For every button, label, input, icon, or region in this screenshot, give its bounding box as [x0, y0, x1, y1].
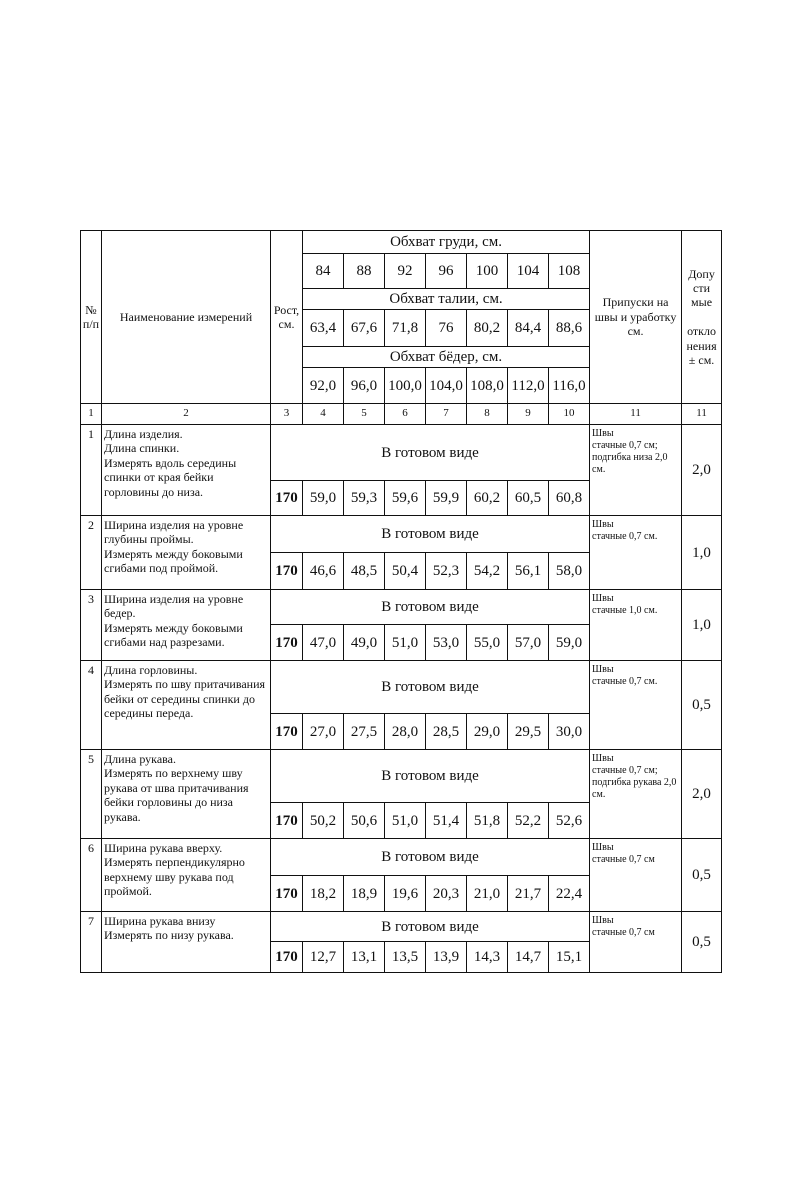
- measurement-value: 46,6: [303, 553, 344, 590]
- tolerance-value: 2,0: [682, 750, 722, 839]
- measurement-value: 54,2: [467, 553, 508, 590]
- column-number-cell: 5: [344, 404, 385, 425]
- measurement-value: 49,0: [344, 625, 385, 661]
- column-number-cell: 9: [508, 404, 549, 425]
- height-value: 170: [271, 942, 303, 973]
- height-value: 170: [271, 553, 303, 590]
- table-row: [81, 661, 722, 714]
- tolerance-value: 0,5: [682, 661, 722, 750]
- measurement-value: 15,1: [549, 942, 590, 973]
- ready-label: В готовом виде: [271, 750, 590, 803]
- measurement-value: 14,3: [467, 942, 508, 973]
- ready-label: В готовом виде: [271, 661, 590, 714]
- table-row: [81, 425, 722, 481]
- column-number-cell: 10: [549, 404, 590, 425]
- measurement-value: 27,0: [303, 714, 344, 750]
- measurement-value: 50,6: [344, 803, 385, 839]
- tolerance-value: 1,0: [682, 590, 722, 661]
- allowance-cell: Швы стачные 0,7 см: [590, 839, 682, 912]
- waist-size-cell: 71,8: [385, 310, 426, 347]
- measurement-value: 50,2: [303, 803, 344, 839]
- measurement-value: 60,8: [549, 481, 590, 516]
- column-numbers-row: [81, 404, 722, 425]
- waist-size-cell: 88,6: [549, 310, 590, 347]
- measurement-value: 57,0: [508, 625, 549, 661]
- allowance-cell: Швы стачные 0,7 см: [590, 912, 682, 973]
- measurement-name: Ширина изделия на уровне бедер. Измерять между боковыми сгибами над разрезами.: [102, 590, 271, 661]
- deviation-header: Допу сти мые откло нения ± см.: [682, 231, 722, 404]
- height-value: 170: [271, 714, 303, 750]
- name-header: Наименование измерений: [102, 231, 271, 404]
- chest-header: Обхват груди, см.: [303, 231, 590, 254]
- measurement-value: 59,0: [549, 625, 590, 661]
- measurement-value: 14,7: [508, 942, 549, 973]
- waist-header: Обхват талии, см.: [303, 289, 590, 310]
- waist-size-cell: 80,2: [467, 310, 508, 347]
- measurement-name: Ширина рукава внизу Измерять по низу рукава.: [102, 912, 271, 973]
- measurement-value: 29,0: [467, 714, 508, 750]
- measurement-value: 58,0: [549, 553, 590, 590]
- row-number: 4: [81, 661, 102, 750]
- allowance-cell: Швы стачные 0,7 см.: [590, 661, 682, 750]
- table-header: [81, 231, 722, 425]
- measurement-value: 56,1: [508, 553, 549, 590]
- chest-size-cell: 100: [467, 254, 508, 289]
- chest-size-cell: 84: [303, 254, 344, 289]
- allowance-cell: Швы стачные 1,0 см.: [590, 590, 682, 661]
- measurement-value: 59,0: [303, 481, 344, 516]
- measurement-value: 51,4: [426, 803, 467, 839]
- height-value: 170: [271, 481, 303, 516]
- measurement-value: 52,2: [508, 803, 549, 839]
- measurement-value: 59,6: [385, 481, 426, 516]
- tolerance-value: 0,5: [682, 912, 722, 973]
- measurement-value: 27,5: [344, 714, 385, 750]
- measurement-value: 28,5: [426, 714, 467, 750]
- column-number-cell: 2: [102, 404, 271, 425]
- row-number: 3: [81, 590, 102, 661]
- measurement-value: 51,8: [467, 803, 508, 839]
- measurement-value: 53,0: [426, 625, 467, 661]
- measurement-value: 18,9: [344, 876, 385, 912]
- measurement-value: 47,0: [303, 625, 344, 661]
- height-value: 170: [271, 803, 303, 839]
- measurement-name: Ширина изделия на уровне глубины проймы. Измерять между боковыми сгибами под проймой.: [102, 516, 271, 590]
- tolerance-value: 0,5: [682, 839, 722, 912]
- height-value: 170: [271, 876, 303, 912]
- hips-size-cell: 100,0: [385, 368, 426, 404]
- table-row: [81, 912, 722, 942]
- table-row: [81, 750, 722, 803]
- measurement-value: 13,9: [426, 942, 467, 973]
- row-number: 6: [81, 839, 102, 912]
- size-spec-table: [80, 230, 722, 973]
- measurement-value: 28,0: [385, 714, 426, 750]
- measurement-value: 30,0: [549, 714, 590, 750]
- table-row: [81, 516, 722, 553]
- measurement-value: 52,6: [549, 803, 590, 839]
- hips-header: Обхват бёдер, см.: [303, 347, 590, 368]
- measurement-name: Длина изделия. Длина спинки. Измерять вдоль середины спинки от края бейки горловины до низа.: [102, 425, 271, 516]
- hips-size-cell: 104,0: [426, 368, 467, 404]
- allowance-header: Припуски на швы и уработку см.: [590, 231, 682, 404]
- ready-label: В готовом виде: [271, 912, 590, 942]
- row-number: 7: [81, 912, 102, 973]
- waist-size-cell: 67,6: [344, 310, 385, 347]
- num-header: № п/п: [81, 231, 102, 404]
- column-number-cell: 3: [271, 404, 303, 425]
- measurement-value: 55,0: [467, 625, 508, 661]
- measurement-value: 51,0: [385, 625, 426, 661]
- measurement-name: Ширина рукава вверху. Измерять перпендикулярно верхнему шву рукава под проймой.: [102, 839, 271, 912]
- table-row: [81, 839, 722, 876]
- chest-size-cell: 92: [385, 254, 426, 289]
- tolerance-value: 1,0: [682, 516, 722, 590]
- measurement-value: 18,2: [303, 876, 344, 912]
- chest-size-cell: 108: [549, 254, 590, 289]
- column-number-cell: 8: [467, 404, 508, 425]
- hips-size-cell: 92,0: [303, 368, 344, 404]
- row-number: 5: [81, 750, 102, 839]
- waist-size-cell: 76: [426, 310, 467, 347]
- measurement-value: 48,5: [344, 553, 385, 590]
- allowance-cell: Швы стачные 0,7 см; подгибка рукава 2,0 см.: [590, 750, 682, 839]
- ready-label: В готовом виде: [271, 839, 590, 876]
- ready-label: В готовом виде: [271, 590, 590, 625]
- measurement-value: 59,9: [426, 481, 467, 516]
- chest-size-cell: 88: [344, 254, 385, 289]
- measurement-value: 22,4: [549, 876, 590, 912]
- tolerance-value: 2,0: [682, 425, 722, 516]
- hips-size-cell: 108,0: [467, 368, 508, 404]
- table-body: [81, 425, 722, 973]
- allowance-cell: Швы стачные 0,7 см.: [590, 516, 682, 590]
- table-row: [81, 590, 722, 625]
- column-number-cell: 6: [385, 404, 426, 425]
- measurement-value: 51,0: [385, 803, 426, 839]
- column-number-cell: 11: [590, 404, 682, 425]
- column-number-cell: 7: [426, 404, 467, 425]
- chest-size-cell: 96: [426, 254, 467, 289]
- column-number-cell: 11: [682, 404, 722, 425]
- measurement-value: 21,0: [467, 876, 508, 912]
- measurement-value: 12,7: [303, 942, 344, 973]
- measurement-value: 13,5: [385, 942, 426, 973]
- measurement-value: 19,6: [385, 876, 426, 912]
- ready-label: В готовом виде: [271, 425, 590, 481]
- chest-size-cell: 104: [508, 254, 549, 289]
- measurement-value: 21,7: [508, 876, 549, 912]
- hips-size-cell: 112,0: [508, 368, 549, 404]
- hips-size-cell: 96,0: [344, 368, 385, 404]
- height-value: 170: [271, 625, 303, 661]
- row-number: 2: [81, 516, 102, 590]
- measurement-name: Длина горловины. Измерять по шву притачивания бейки от середины спинки до середины переда.: [102, 661, 271, 750]
- measurement-value: 29,5: [508, 714, 549, 750]
- waist-size-cell: 63,4: [303, 310, 344, 347]
- ready-label: В готовом виде: [271, 516, 590, 553]
- hips-size-cell: 116,0: [549, 368, 590, 404]
- measurement-value: 59,3: [344, 481, 385, 516]
- measurement-value: 13,1: [344, 942, 385, 973]
- allowance-cell: Швы стачные 0,7 см; подгибка низа 2,0 см.: [590, 425, 682, 516]
- measurement-value: 52,3: [426, 553, 467, 590]
- measurement-value: 60,5: [508, 481, 549, 516]
- measurement-name: Длина рукава. Измерять по верхнему шву рукава от шва притачивания бейки горловины до низа рукава.: [102, 750, 271, 839]
- measurement-value: 60,2: [467, 481, 508, 516]
- column-number-cell: 1: [81, 404, 102, 425]
- measurement-value: 50,4: [385, 553, 426, 590]
- measurement-value: 20,3: [426, 876, 467, 912]
- row-number: 1: [81, 425, 102, 516]
- waist-size-cell: 84,4: [508, 310, 549, 347]
- column-number-cell: 4: [303, 404, 344, 425]
- height-header: Рост, см.: [271, 231, 303, 404]
